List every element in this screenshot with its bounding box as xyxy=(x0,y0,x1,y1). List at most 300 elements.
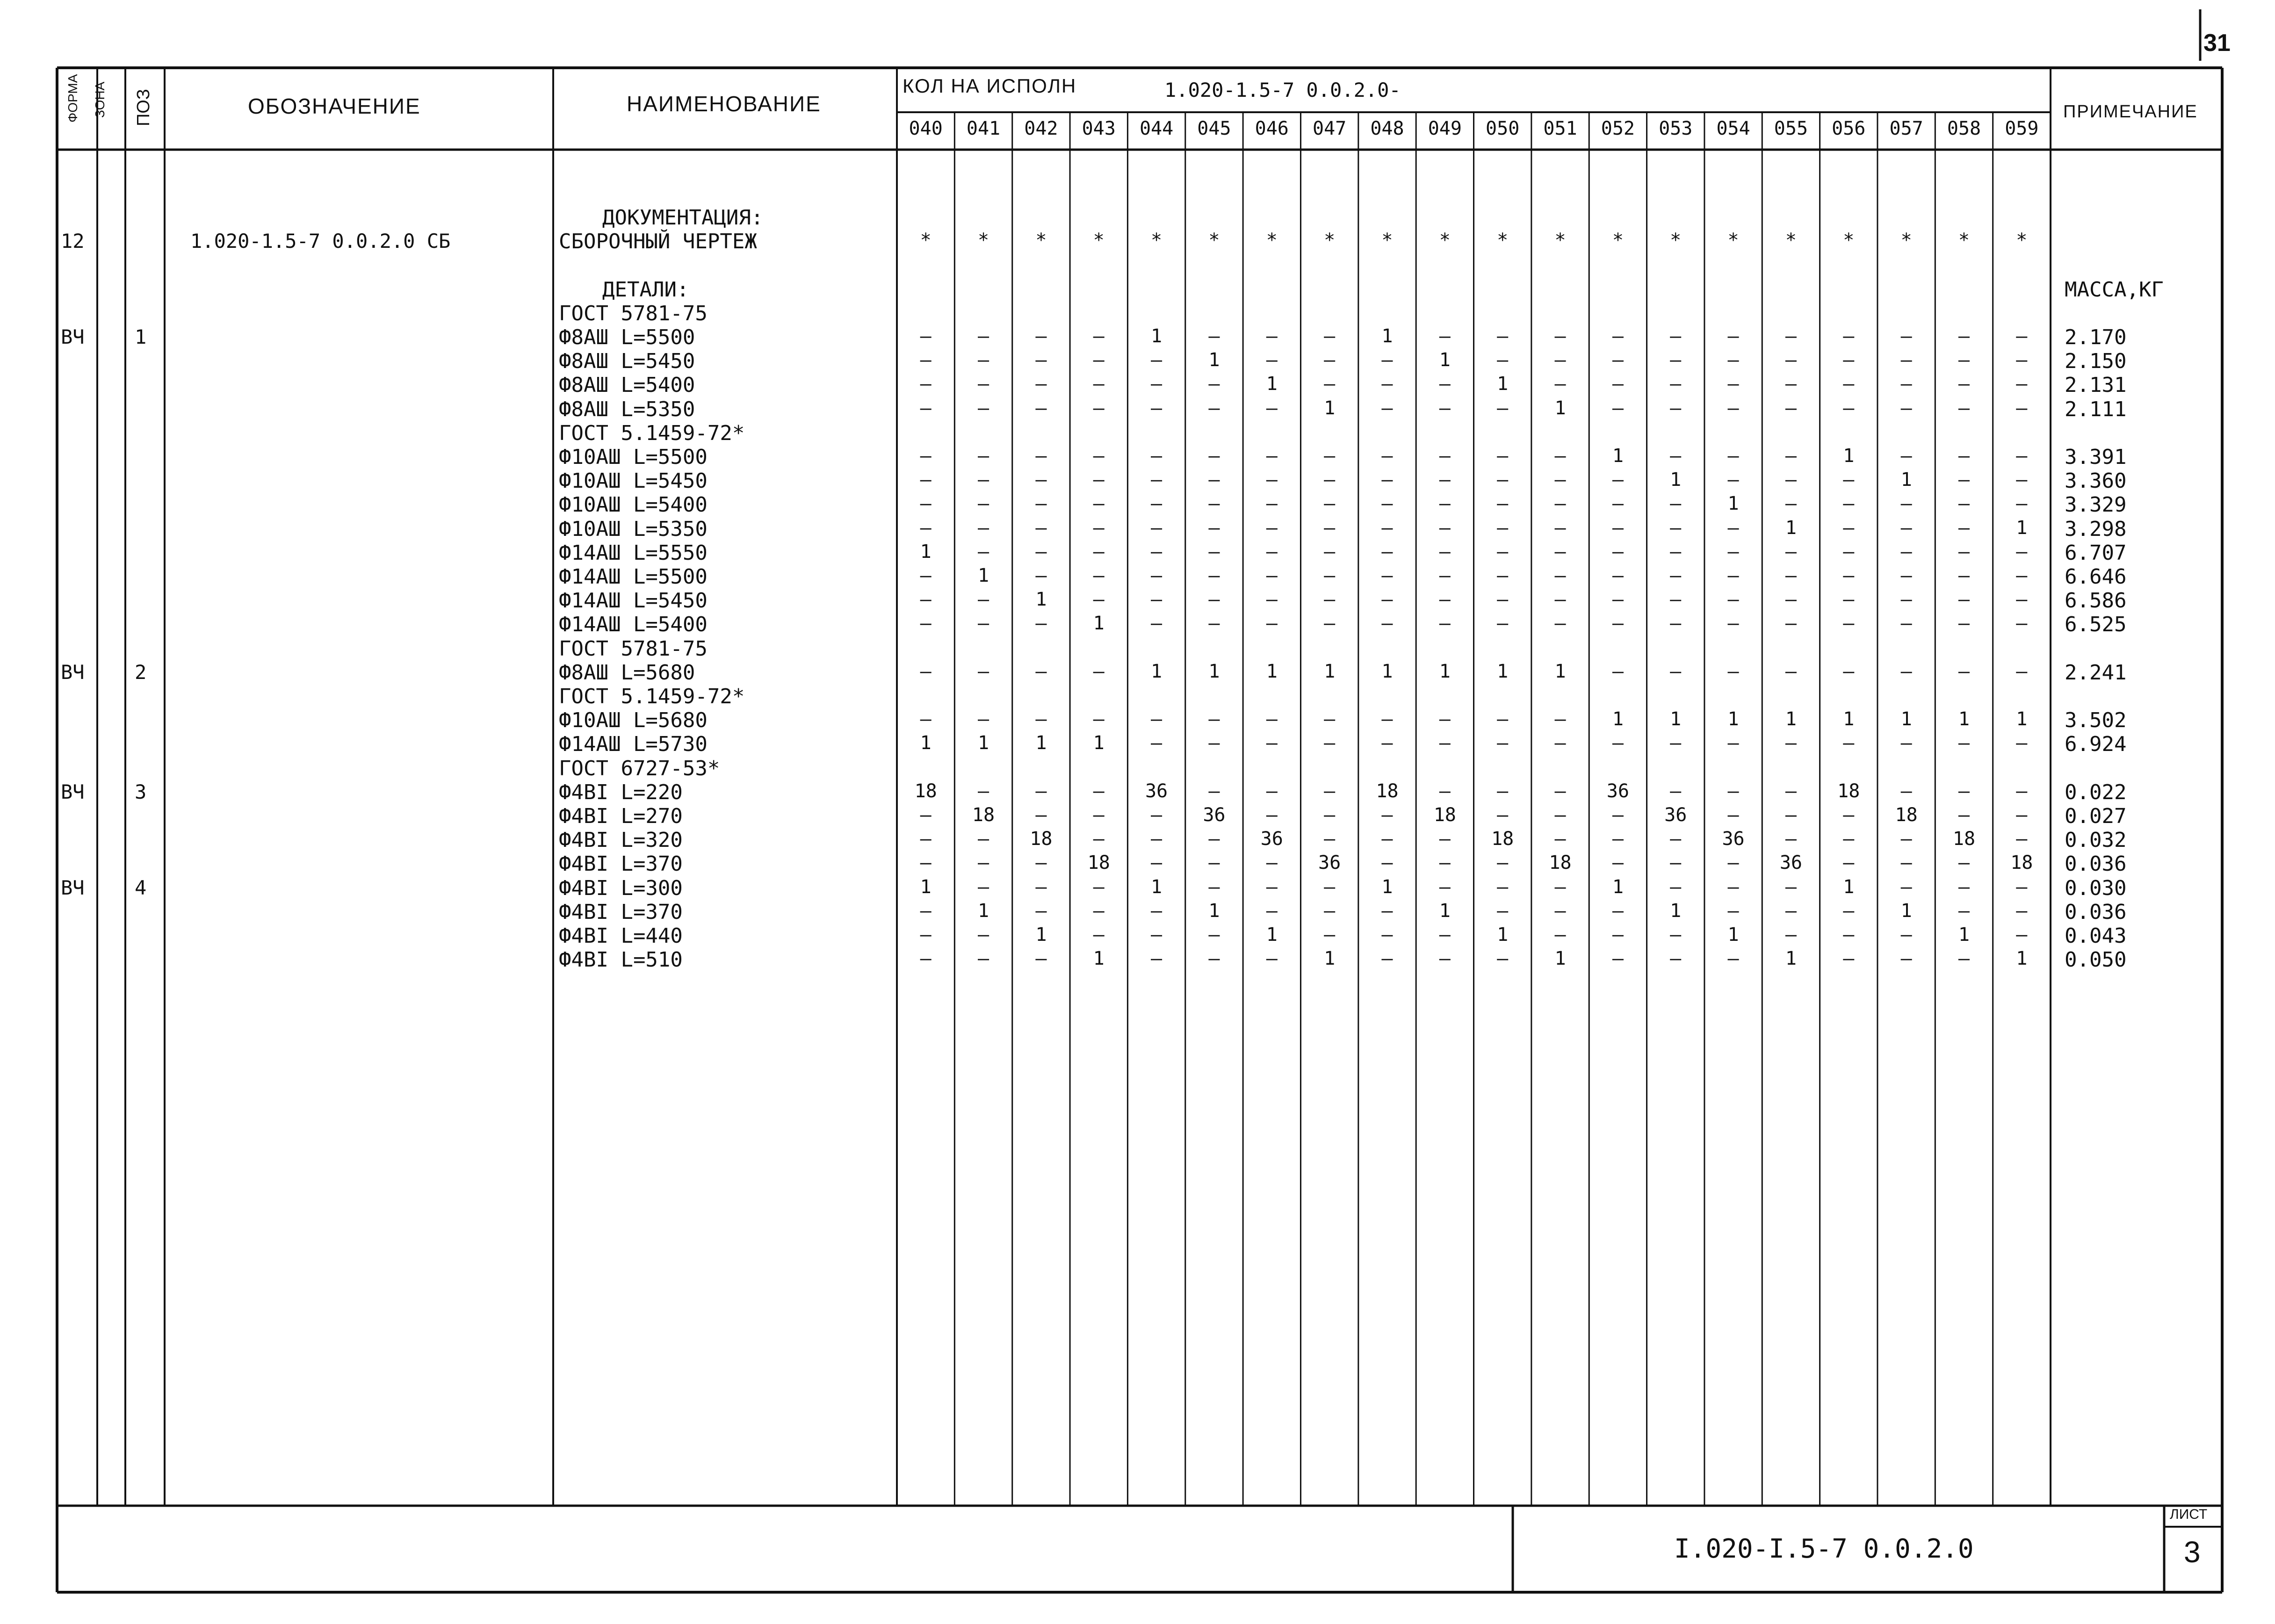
qty-cell: — xyxy=(1612,660,1624,682)
qty-cell: — xyxy=(1266,876,1278,898)
qty-cell: 1 xyxy=(1497,924,1509,946)
qty-cell: — xyxy=(920,373,932,395)
row-name: Ф8АШ L=5500 xyxy=(559,325,695,349)
qty-cell: — xyxy=(1266,589,1278,611)
qty-cell: — xyxy=(1497,541,1509,563)
qty-cell: — xyxy=(1554,325,1566,347)
qty-cell: 1 xyxy=(1958,708,1970,730)
qty-cell: 1 xyxy=(1727,708,1739,730)
qty-cell: — xyxy=(1958,325,1970,347)
qty-cell: — xyxy=(1727,517,1739,539)
variant-code: 052 xyxy=(1601,118,1635,139)
qty-cell: — xyxy=(1958,493,1970,515)
qty-cell: — xyxy=(1612,325,1624,347)
qty-cell: — xyxy=(1958,804,1970,826)
qty-cell: — xyxy=(1439,589,1451,611)
row-name: Ф4ВI L=510 xyxy=(559,948,683,972)
qty-cell: — xyxy=(1266,565,1278,586)
qty-cell: — xyxy=(1497,589,1509,611)
qty-cell: — xyxy=(1727,373,1739,395)
qty-cell: — xyxy=(920,493,932,515)
qty-cell: — xyxy=(1208,493,1220,515)
qty-cell: — xyxy=(1324,924,1336,946)
qty-cell: — xyxy=(1151,900,1163,922)
qty-cell: — xyxy=(1727,325,1739,347)
qty-cell: — xyxy=(1439,397,1451,419)
qty-cell: * xyxy=(1843,230,1855,252)
qty-cell: — xyxy=(1670,493,1682,515)
qty-cell: — xyxy=(1497,445,1509,467)
variant-code: 045 xyxy=(1197,118,1231,139)
qty-cell: — xyxy=(1497,325,1509,347)
qty-cell: — xyxy=(1381,948,1393,970)
qty-cell: — xyxy=(1900,397,1912,419)
qty-cell: — xyxy=(1958,445,1970,467)
qty-cell: — xyxy=(1093,349,1105,371)
qty-cell: — xyxy=(1266,397,1278,419)
qty-cell: — xyxy=(2016,565,2028,586)
qty-cell: 1 xyxy=(2016,708,2028,730)
qty-cell: 36 xyxy=(1318,852,1341,874)
qty-cell: — xyxy=(1439,828,1451,850)
qty-cell: — xyxy=(1208,541,1220,563)
row-note: 0.036 xyxy=(2065,852,2127,876)
qty-cell: — xyxy=(1843,804,1855,826)
qty-cell: — xyxy=(920,900,932,922)
qty-cell: — xyxy=(1900,517,1912,539)
row-name: ГОСТ 6727-53* xyxy=(559,756,720,780)
qty-cell: — xyxy=(1093,780,1105,802)
qty-cell: — xyxy=(1727,948,1739,970)
variant-code: 044 xyxy=(1139,118,1174,139)
qty-cell: — xyxy=(1208,613,1220,635)
qty-cell: — xyxy=(1727,541,1739,563)
row-note: 3.391 xyxy=(2065,445,2127,469)
qty-cell: — xyxy=(1151,541,1163,563)
qty-cell: 18 xyxy=(972,804,995,826)
row-name: Ф14АШ L=5500 xyxy=(559,565,708,589)
qty-cell: 1 xyxy=(1324,948,1336,970)
qty-cell: — xyxy=(1785,541,1797,563)
qty-cell: — xyxy=(1439,780,1451,802)
qty-cell: 1 xyxy=(1208,660,1220,682)
qty-cell: — xyxy=(1439,565,1451,586)
qty-cell: — xyxy=(1208,780,1220,802)
qty-cell: 1 xyxy=(1439,349,1451,371)
qty-cell: — xyxy=(1497,397,1509,419)
qty-cell: — xyxy=(1785,325,1797,347)
variant-code: 046 xyxy=(1255,118,1289,139)
qty-cell: — xyxy=(1439,493,1451,515)
qty-cell: — xyxy=(1497,948,1509,970)
qty-cell: — xyxy=(1785,900,1797,922)
qty-cell: — xyxy=(1381,565,1393,586)
stamp-sheet-number: 3 xyxy=(2184,1535,2201,1569)
qty-cell: — xyxy=(1670,397,1682,419)
qty-cell: — xyxy=(1958,900,1970,922)
qty-cell: — xyxy=(920,804,932,826)
qty-cell: — xyxy=(920,517,932,539)
variant-code: 054 xyxy=(1716,118,1750,139)
qty-cell: — xyxy=(1035,493,1047,515)
qty-cell: — xyxy=(2016,613,2028,635)
row-forma: ВЧ xyxy=(61,876,85,899)
qty-cell: — xyxy=(1900,924,1912,946)
header-oboznachenie: ОБОЗНАЧЕНИЕ xyxy=(248,94,421,118)
qty-cell: 1 xyxy=(1554,660,1566,682)
qty-cell: 36 xyxy=(1779,852,1802,874)
qty-cell: * xyxy=(1612,230,1624,252)
qty-cell: 1 xyxy=(1266,373,1278,395)
row-name: Ф8АШ L=5450 xyxy=(559,349,695,374)
qty-cell: — xyxy=(1035,541,1047,563)
qty-cell: — xyxy=(920,565,932,586)
qty-cell: — xyxy=(920,445,932,467)
qty-cell: 1 xyxy=(1439,900,1451,922)
qty-cell: — xyxy=(1900,613,1912,635)
qty-cell: 1 xyxy=(1093,613,1105,635)
qty-cell: * xyxy=(1324,230,1336,252)
qty-cell: — xyxy=(1093,828,1105,850)
row-poz: 4 xyxy=(135,876,147,899)
qty-cell: 1 xyxy=(2016,517,2028,539)
qty-cell: — xyxy=(1093,565,1105,586)
qty-cell: — xyxy=(1670,349,1682,371)
qty-cell: — xyxy=(1785,469,1797,491)
qty-cell: — xyxy=(1843,517,1855,539)
qty-cell: — xyxy=(1035,565,1047,586)
row-note: 2.131 xyxy=(2065,373,2127,397)
qty-cell: — xyxy=(1324,445,1336,467)
qty-cell: — xyxy=(1785,445,1797,467)
qty-cell: — xyxy=(1035,708,1047,730)
qty-cell: — xyxy=(1208,469,1220,491)
qty-cell: — xyxy=(1381,804,1393,826)
qty-cell: 1 xyxy=(1843,876,1855,898)
qty-cell: — xyxy=(1843,732,1855,754)
qty-cell: 1 xyxy=(977,565,989,586)
row-name: Ф8АШ L=5350 xyxy=(559,397,695,421)
qty-cell: — xyxy=(1324,708,1336,730)
qty-cell: — xyxy=(2016,732,2028,754)
qty-cell: — xyxy=(1324,469,1336,491)
qty-cell: — xyxy=(1727,349,1739,371)
qty-cell: — xyxy=(1670,445,1682,467)
qty-cell: * xyxy=(1208,230,1220,252)
qty-cell: * xyxy=(1266,230,1278,252)
stamp-sheet-label: ЛИСТ xyxy=(2170,1507,2208,1522)
qty-cell: — xyxy=(1727,732,1739,754)
qty-cell: — xyxy=(977,349,989,371)
qty-cell: — xyxy=(2016,804,2028,826)
row-note: 2.150 xyxy=(2065,349,2127,374)
qty-cell: 1 xyxy=(1381,876,1393,898)
qty-cell: — xyxy=(1727,876,1739,898)
qty-cell: — xyxy=(977,469,989,491)
qty-cell: — xyxy=(1266,804,1278,826)
qty-cell: — xyxy=(1439,541,1451,563)
qty-cell: — xyxy=(1324,589,1336,611)
qty-cell: — xyxy=(1612,804,1624,826)
qty-cell: 1 xyxy=(1612,876,1624,898)
qty-cell: — xyxy=(1151,924,1163,946)
row-name: Ф14АШ L=5730 xyxy=(559,732,708,757)
qty-cell: — xyxy=(1439,732,1451,754)
qty-cell: — xyxy=(1151,493,1163,515)
qty-cell: — xyxy=(1151,349,1163,371)
qty-cell: — xyxy=(1208,876,1220,898)
qty-cell: — xyxy=(1497,613,1509,635)
qty-cell: — xyxy=(1035,373,1047,395)
qty-cell: — xyxy=(1612,948,1624,970)
qty-cell: — xyxy=(1612,732,1624,754)
qty-cell: 36 xyxy=(1722,828,1745,850)
qty-cell: — xyxy=(1554,541,1566,563)
row-note: 3.360 xyxy=(2065,469,2127,493)
qty-cell: — xyxy=(1439,613,1451,635)
qty-cell: — xyxy=(1208,924,1220,946)
qty-cell: 1 xyxy=(1151,660,1163,682)
qty-cell: 18 xyxy=(1952,828,1976,850)
row-forma: ВЧ xyxy=(61,660,85,684)
qty-cell: — xyxy=(1670,325,1682,347)
qty-cell: — xyxy=(1727,804,1739,826)
qty-cell: — xyxy=(1381,397,1393,419)
qty-cell: — xyxy=(1093,445,1105,467)
variant-code: 048 xyxy=(1370,118,1404,139)
qty-cell: — xyxy=(1266,541,1278,563)
qty-cell: — xyxy=(1958,876,1970,898)
header-kol-base: 1.020-1.5-7 0.0.2.0- xyxy=(1164,79,1401,101)
qty-cell: 1 xyxy=(1151,876,1163,898)
qty-cell: — xyxy=(977,541,989,563)
qty-cell: — xyxy=(1035,948,1047,970)
header-forma: ФОРМА xyxy=(65,74,80,123)
qty-cell: — xyxy=(1035,852,1047,874)
qty-cell: — xyxy=(1554,924,1566,946)
qty-cell: — xyxy=(1093,469,1105,491)
variant-code: 055 xyxy=(1774,118,1808,139)
variant-code: 051 xyxy=(1543,118,1577,139)
qty-cell: — xyxy=(1843,493,1855,515)
qty-cell: — xyxy=(1381,900,1393,922)
qty-cell: — xyxy=(2016,325,2028,347)
header-naimenovanie: НАИМЕНОВАНИЕ xyxy=(627,92,821,116)
qty-cell: — xyxy=(1900,732,1912,754)
qty-cell: — xyxy=(1324,613,1336,635)
qty-cell: 1 xyxy=(1785,948,1797,970)
qty-cell: — xyxy=(1554,349,1566,371)
row-note: 0.036 xyxy=(2065,900,2127,924)
qty-cell: — xyxy=(1843,924,1855,946)
qty-cell: — xyxy=(1612,349,1624,371)
row-name: Ф8АШ L=5680 xyxy=(559,660,695,685)
qty-cell: — xyxy=(920,349,932,371)
qty-cell: — xyxy=(2016,397,2028,419)
qty-cell: — xyxy=(1151,852,1163,874)
row-name: Ф4ВI L=370 xyxy=(559,900,683,924)
stamp-designation: I.020-I.5-7 0.0.2.0 xyxy=(1674,1534,1974,1564)
qty-cell: 1 xyxy=(1266,660,1278,682)
qty-cell: — xyxy=(1266,732,1278,754)
qty-cell: — xyxy=(1324,373,1336,395)
qty-cell: — xyxy=(1035,780,1047,802)
qty-cell: — xyxy=(1093,660,1105,682)
qty-cell: — xyxy=(2016,349,2028,371)
qty-cell: * xyxy=(1151,230,1163,252)
qty-cell: — xyxy=(1554,493,1566,515)
qty-cell: — xyxy=(1093,708,1105,730)
qty-cell: — xyxy=(1439,708,1451,730)
qty-cell: — xyxy=(1439,445,1451,467)
qty-cell: — xyxy=(1151,613,1163,635)
qty-cell: — xyxy=(1900,852,1912,874)
qty-cell: 1 xyxy=(2016,948,2028,970)
qty-cell: — xyxy=(1266,325,1278,347)
qty-cell: 18 xyxy=(1376,780,1399,802)
qty-cell: — xyxy=(2016,828,2028,850)
qty-cell: 1 xyxy=(1670,900,1682,922)
qty-cell: — xyxy=(1151,828,1163,850)
qty-cell: * xyxy=(977,230,989,252)
qty-cell: — xyxy=(920,397,932,419)
qty-cell: — xyxy=(1900,589,1912,611)
qty-cell: — xyxy=(1035,349,1047,371)
qty-cell: — xyxy=(977,517,989,539)
qty-cell: — xyxy=(1785,373,1797,395)
qty-cell: — xyxy=(1785,876,1797,898)
qty-cell: — xyxy=(1381,708,1393,730)
qty-cell: — xyxy=(1151,804,1163,826)
qty-cell: — xyxy=(920,325,932,347)
qty-cell: — xyxy=(1843,613,1855,635)
qty-cell: — xyxy=(1785,613,1797,635)
qty-cell: 18 xyxy=(2010,852,2033,874)
qty-cell: — xyxy=(1497,349,1509,371)
qty-cell: — xyxy=(1208,852,1220,874)
qty-cell: 1 xyxy=(1554,948,1566,970)
qty-cell: — xyxy=(1785,660,1797,682)
qty-cell: — xyxy=(1497,780,1509,802)
qty-cell: — xyxy=(1554,565,1566,586)
qty-cell: — xyxy=(1958,565,1970,586)
qty-cell: — xyxy=(1554,589,1566,611)
qty-cell: — xyxy=(1208,517,1220,539)
qty-cell: — xyxy=(1554,517,1566,539)
qty-cell: — xyxy=(1381,493,1393,515)
row-name: Ф10АШ L=5450 xyxy=(559,469,708,493)
qty-cell: * xyxy=(1958,230,1970,252)
variant-code: 042 xyxy=(1024,118,1058,139)
qty-cell: — xyxy=(1035,876,1047,898)
qty-cell: — xyxy=(920,852,932,874)
variant-code: 047 xyxy=(1312,118,1347,139)
qty-cell: — xyxy=(2016,469,2028,491)
qty-cell: — xyxy=(1843,589,1855,611)
qty-cell: * xyxy=(1727,230,1739,252)
row-name: СБОРОЧНЫЙ ЧЕРТЕЖ xyxy=(559,230,757,254)
qty-cell: — xyxy=(977,780,989,802)
row-poz: 2 xyxy=(135,660,147,684)
qty-cell: — xyxy=(977,373,989,395)
qty-cell: — xyxy=(1381,349,1393,371)
row-name: Ф4ВI L=370 xyxy=(559,852,683,876)
qty-cell: — xyxy=(1151,517,1163,539)
row-note: 3.502 xyxy=(2065,708,2127,733)
qty-cell: — xyxy=(1554,708,1566,730)
qty-cell: — xyxy=(1727,660,1739,682)
row-note: 0.032 xyxy=(2065,828,2127,852)
qty-cell: — xyxy=(1381,589,1393,611)
qty-cell: — xyxy=(2016,445,2028,467)
qty-cell: — xyxy=(977,493,989,515)
row-note: 0.022 xyxy=(2065,780,2127,804)
qty-cell: — xyxy=(977,924,989,946)
row-name: Ф4ВI L=320 xyxy=(559,828,683,852)
qty-cell: — xyxy=(1785,349,1797,371)
qty-cell: 1 xyxy=(1497,660,1509,682)
qty-cell: — xyxy=(1958,660,1970,682)
row-name: Ф10АШ L=5500 xyxy=(559,445,708,469)
qty-cell: — xyxy=(1670,732,1682,754)
qty-cell: — xyxy=(1554,613,1566,635)
qty-cell: 18 xyxy=(914,780,937,802)
qty-cell: — xyxy=(1785,397,1797,419)
qty-cell: — xyxy=(1612,565,1624,586)
qty-cell: — xyxy=(1785,924,1797,946)
qty-cell: — xyxy=(1670,589,1682,611)
qty-cell: — xyxy=(1727,397,1739,419)
qty-cell: 1 xyxy=(1151,325,1163,347)
row-note: 0.030 xyxy=(2065,876,2127,900)
qty-cell: — xyxy=(1324,349,1336,371)
qty-cell: — xyxy=(1439,852,1451,874)
row-name: Ф14АШ L=5400 xyxy=(559,613,708,637)
qty-cell: — xyxy=(977,660,989,682)
row-name: ГОСТ 5781-75 xyxy=(559,636,708,661)
qty-cell: — xyxy=(1958,780,1970,802)
row-name: Ф4ВI L=440 xyxy=(559,924,683,948)
qty-cell: — xyxy=(1324,876,1336,898)
qty-cell: — xyxy=(1208,708,1220,730)
qty-cell: — xyxy=(1208,589,1220,611)
qty-cell: 1 xyxy=(1670,708,1682,730)
qty-cell: — xyxy=(1151,948,1163,970)
qty-cell: — xyxy=(920,708,932,730)
qty-cell: — xyxy=(1900,373,1912,395)
qty-cell: — xyxy=(1900,565,1912,586)
qty-cell: — xyxy=(1727,589,1739,611)
qty-cell: — xyxy=(1554,469,1566,491)
row-name: Ф8АШ L=5400 xyxy=(559,373,695,397)
qty-cell: — xyxy=(1093,397,1105,419)
row-note: 2.111 xyxy=(2065,397,2127,421)
qty-cell: — xyxy=(1381,445,1393,467)
qty-cell: — xyxy=(1151,565,1163,586)
qty-cell: — xyxy=(1266,349,1278,371)
qty-cell: — xyxy=(1093,924,1105,946)
qty-cell: — xyxy=(1670,541,1682,563)
qty-cell: 1 xyxy=(1727,924,1739,946)
qty-cell: — xyxy=(1093,804,1105,826)
qty-cell: 18 xyxy=(1549,852,1572,874)
qty-cell: — xyxy=(1785,565,1797,586)
qty-cell: — xyxy=(1497,804,1509,826)
qty-cell: — xyxy=(2016,541,2028,563)
qty-cell: — xyxy=(1612,493,1624,515)
qty-cell: 18 xyxy=(1895,804,1918,826)
qty-cell: — xyxy=(1958,349,1970,371)
